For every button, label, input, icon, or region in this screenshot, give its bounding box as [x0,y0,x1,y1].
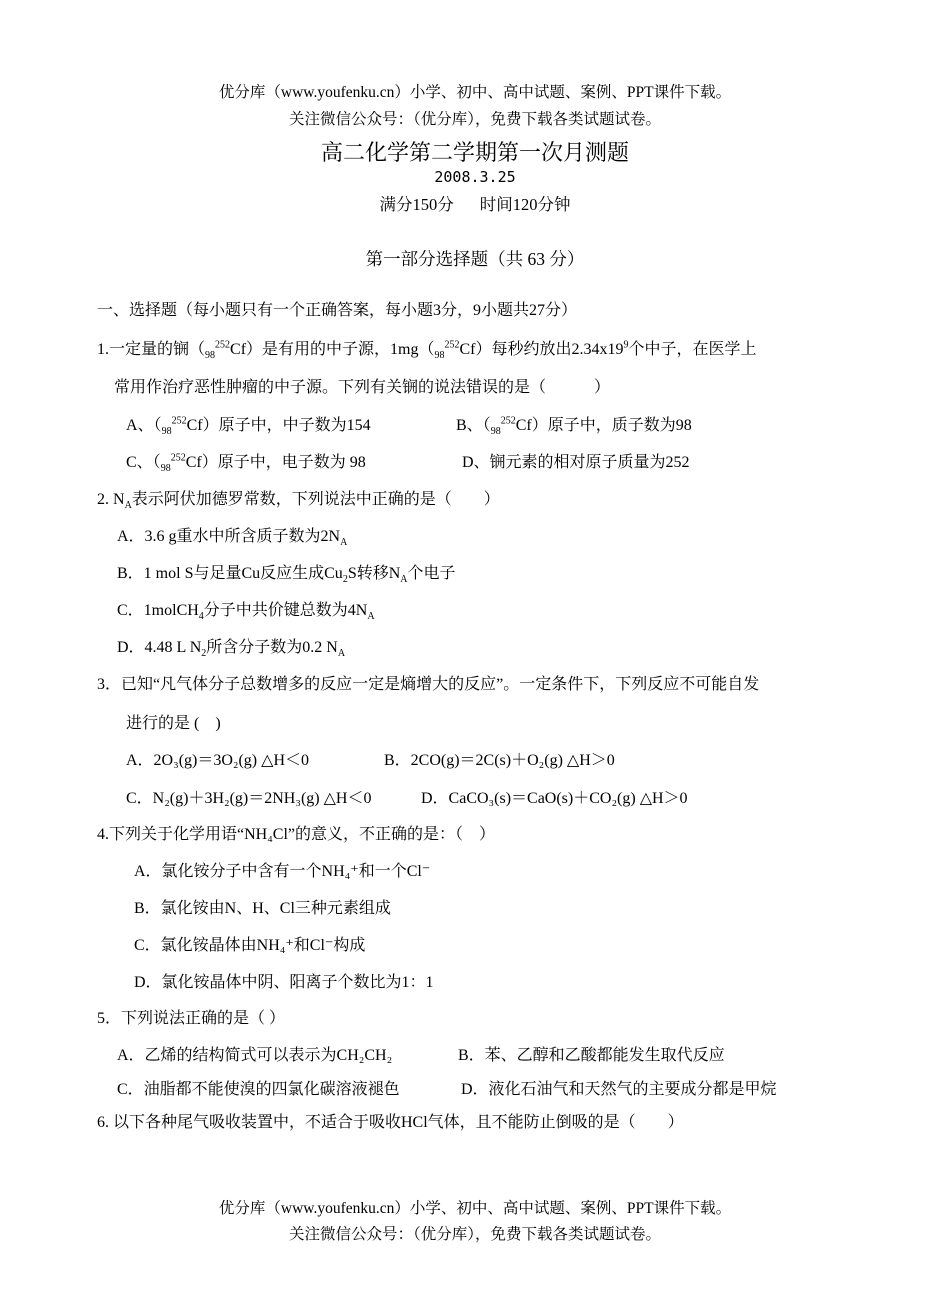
question-3-stem: 3．已知“凡气体分子总数增多的反应一定是熵增大的反应”。一定条件下，下列反应不可能自发 [97,676,760,693]
section-one-heading: 一、选择题（每小题只有一个正确答案，每小题3分，9小题共27分） [97,302,578,319]
full-score: 满分150分 [379,195,454,214]
question-2-option-c[interactable]: C．1molCH$_4$分子中共价键总数为$4N_A$ [117,602,375,623]
question-5-option-a[interactable]: A．乙烯的结构简式可以表示为CH₂CH₂ [117,1047,393,1064]
question-1-stem: 1.一定量的锎$(_{98}^{252}Cf)$是有用的中子源，$1mg(_{98}^{252}Cf)$每秒约放出$2.34x19^9$个中子，在医学上 [97,339,757,362]
footer-line-2: 关注微信公众号：（优分库），免费下载各类试题试卷。 [288,1226,661,1243]
question-2-option-a[interactable]: A．3.6 g重水中所含质子数为$2N_A$ [117,528,348,549]
question-3-option-d[interactable]: D．CaCO₃(s)＝CaO(s)＋CO₂(g) △H＞0 [421,790,688,807]
question-4-option-a[interactable]: A．氯化铵分子中含有一个NH₄⁺和一个Cl⁻ [134,863,431,880]
footer-line-1: 优分库（www.youfenku.cn）小学、初中、高中试题、案例、PPT课件下载。 [218,1200,732,1217]
question-5-stem: 5．下列说法正确的是（ ） [97,1010,286,1027]
score-line [0,191,950,215]
question-2-option-b[interactable]: B．1 mol S与足量Cu反应生成$Cu_2S$转移$N_A$个电子 [117,565,456,586]
question-4-option-d[interactable]: D．氯化铵晶体中阴、阳离子个数比为1：1 [134,974,434,991]
part-one-heading: 第一部分选择题（共 63 分） [365,249,585,269]
question-1-option-c[interactable]: C、$(_{98}^{252}Cf)$原子中，电子数为 98 [126,452,366,475]
question-1-option-a[interactable]: A、$(_{98}^{252}Cf)$原子中，中子数为154 [126,415,371,438]
header-line-1: 优分库（www.youfenku.cn）小学、初中、高中试题、案例、PPT课件下载。 [218,84,732,101]
question-2-option-d[interactable]: D．4.48 L $N_2$所含分子数为0.2 $N_A$ [117,639,346,660]
question-2-stem: 2. $N_A$表示阿伏加德罗常数，下列说法中正确的是（ ） [97,491,500,512]
question-5-option-d[interactable]: D．液化石油气和天然气的主要成分都是甲烷 [461,1081,777,1098]
question-4-option-b[interactable]: B．氯化铵由N、H、Cl三种元素组成 [134,900,391,917]
question-5-option-b[interactable]: B．苯、乙醇和乙酸都能发生取代反应 [458,1047,725,1064]
question-3-stem-line2: 进行的是 ( ) [126,715,221,732]
question-3-option-a[interactable]: A．2O₃(g)＝3O₂(g) △H＜0 [126,752,309,769]
question-6-stem: 6. 以下各种尾气吸收装置中，不适合于吸收HCl气体，且不能防止倒吸的是（ ） [97,1114,684,1131]
question-1-option-b[interactable]: B、$(_{98}^{252}Cf)$原子中，质子数为98 [456,415,692,438]
header-line-2: 关注微信公众号：（优分库），免费下载各类试题试卷。 [288,111,661,128]
question-4-stem: 4.下列关于化学用语“NH₄Cl”的意义，不正确的是：（ ） [97,826,496,843]
exam-date: 2008.3.25 [434,168,516,186]
page-title: 高二化学第二学期第一次月测题 [320,140,629,165]
question-1-option-d[interactable]: D、锎元素的相对原子质量为252 [462,454,690,471]
question-1-stem-line2: 常用作治疗恶性肿瘤的中子源。下列有关锎的说法错误的是（ ） [114,379,611,396]
question-5-option-c[interactable]: C．油脂都不能使溴的四氯化碳溶液褪色 [117,1081,400,1098]
question-3-option-c[interactable]: C．N₂(g)＋3H₂(g)＝2NH₃(g) △H＜0 [126,790,372,807]
question-4-option-c[interactable]: C．氯化铵晶体由NH₄⁺和Cl⁻构成 [134,937,366,954]
time-limit: 时间120分钟 [479,195,571,214]
question-3-option-b[interactable]: B．2CO(g)＝2C(s)＋O₂(g) △H＞0 [384,752,615,769]
